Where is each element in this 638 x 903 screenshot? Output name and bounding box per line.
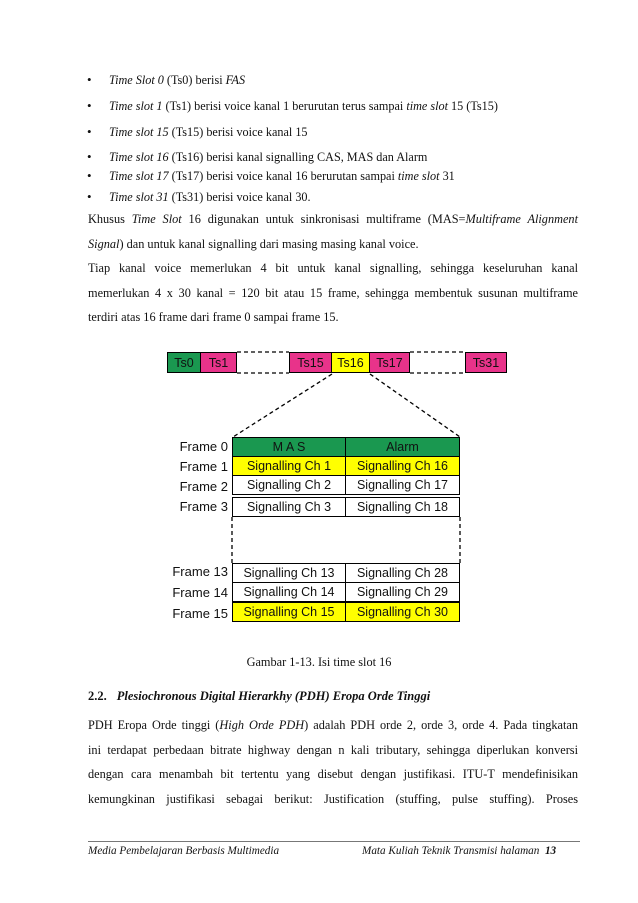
frame-label: Frame 1: [179, 459, 228, 474]
bullet-icon: •: [87, 168, 92, 183]
frame-label: Frame 13: [172, 564, 228, 579]
paragraph-line: memerlukan 4 x 30 kanal = 120 bit atau 15 frame, sehingga membentuk susunan multiframe: [88, 286, 578, 300]
footer-right: Mata Kuliah Teknik Transmisi halaman 13: [362, 845, 557, 857]
timeslot-ts15: Ts15: [289, 352, 332, 373]
cell-signalling: Signalling Ch 30: [345, 602, 460, 622]
paragraph-line: PDH Eropa Orde tinggi (High Orde PDH) adalah PDH orde 2, orde 3, orde 4. Pada tingkatan: [88, 718, 579, 732]
bullet-icon: •: [87, 149, 92, 164]
paragraph-line: terdiri atas 16 frame dari frame 0 sampai frame 15.: [88, 310, 339, 324]
bullet-icon: •: [87, 189, 92, 204]
cell-signalling: Signalling Ch 16: [345, 456, 460, 476]
bullet-item: • Time slot 31 (Ts31) berisi voice kanal 30.: [87, 189, 311, 204]
cell-alarm: Alarm: [345, 437, 460, 457]
footer-rule: [88, 841, 580, 842]
paragraph-line: kemungkinan justifikasi sebagai berikut: Justification (stuffing, pulse stuffing). Proses: [88, 792, 578, 806]
paragraph-line: Tiap kanal voice memerlukan 4 bit untuk kanal signalling, sehingga keseluruhan kanal: [88, 261, 578, 275]
bullet-item: • Time slot 1 (Ts1) berisi voice kanal 1 berurutan terus sampai time slot 15 (Ts15): [87, 98, 498, 113]
cell-signalling: Signalling Ch 1: [232, 456, 346, 476]
paragraph-line: ini terdapat perbedaan bitrate highway dengan n kali tributary, sehingga diperlukan konversi: [88, 743, 578, 757]
footer-left: Media Pembelajaran Berbasis Multimedia: [88, 845, 280, 857]
paragraph-line: dengan cara menambah bit tertentu yang disebut dengan justifikasi. ITU-T mendefinisikan: [88, 767, 578, 781]
paragraph-line: Khusus Time Slot 16 digunakan untuk sinkronisasi multiframe (MAS=Multiframe Alignment: [88, 212, 579, 226]
bullet-icon: •: [87, 72, 92, 87]
page-number: 13: [544, 845, 557, 857]
cell-signalling: Signalling Ch 15: [232, 602, 346, 622]
bullet-icon: •: [87, 124, 92, 139]
frame-label: Frame 15: [172, 606, 228, 621]
bullet-item: • Time slot 17 (Ts17) berisi voice kanal 16 berurutan sampai time slot 31: [87, 168, 455, 183]
timeslot-ts16: Ts16: [332, 352, 370, 373]
cell-signalling: Signalling Ch 13: [232, 563, 346, 583]
timeslot-ts31: Ts31: [465, 352, 507, 373]
bullet-item: • Time Slot 0 (Ts0) berisi FAS: [87, 72, 246, 87]
bullet-item: • Time slot 16 (Ts16) berisi kanal signalling CAS, MAS dan Alarm: [87, 149, 428, 164]
frame-label: Frame 2: [179, 479, 228, 494]
bullet-icon: •: [87, 98, 92, 113]
frame-label: Frame 3: [179, 499, 228, 514]
frame-label: Frame 0: [179, 439, 228, 454]
paragraph-line: Signal) dan untuk kanal signalling dari masing masing kanal voice.: [88, 237, 419, 251]
bullet-item: • Time slot 15 (Ts15) berisi voice kanal 15: [87, 124, 308, 139]
timeslot-ts0: Ts0: [167, 352, 201, 373]
cell-signalling: Signalling Ch 17: [345, 475, 460, 495]
timeslot-ts1: Ts1: [201, 352, 237, 373]
cell-signalling: Signalling Ch 28: [345, 563, 460, 583]
frame-label: Frame 14: [172, 585, 228, 600]
cell-signalling: Signalling Ch 2: [232, 475, 346, 495]
cell-signalling: Signalling Ch 3: [232, 497, 346, 517]
section-heading: 2.2. Plesiochronous Digital Hierarkhy (PDH) Eropa Orde Tinggi: [88, 689, 431, 703]
cell-signalling: Signalling Ch 29: [345, 582, 460, 602]
cell-signalling: Signalling Ch 14: [232, 582, 346, 602]
timeslot-ts17: Ts17: [370, 352, 410, 373]
cell-mas: M A S: [232, 437, 346, 457]
cell-signalling: Signalling Ch 18: [345, 497, 460, 517]
figure-caption: Gambar 1-13. Isi time slot 16: [246, 655, 392, 669]
